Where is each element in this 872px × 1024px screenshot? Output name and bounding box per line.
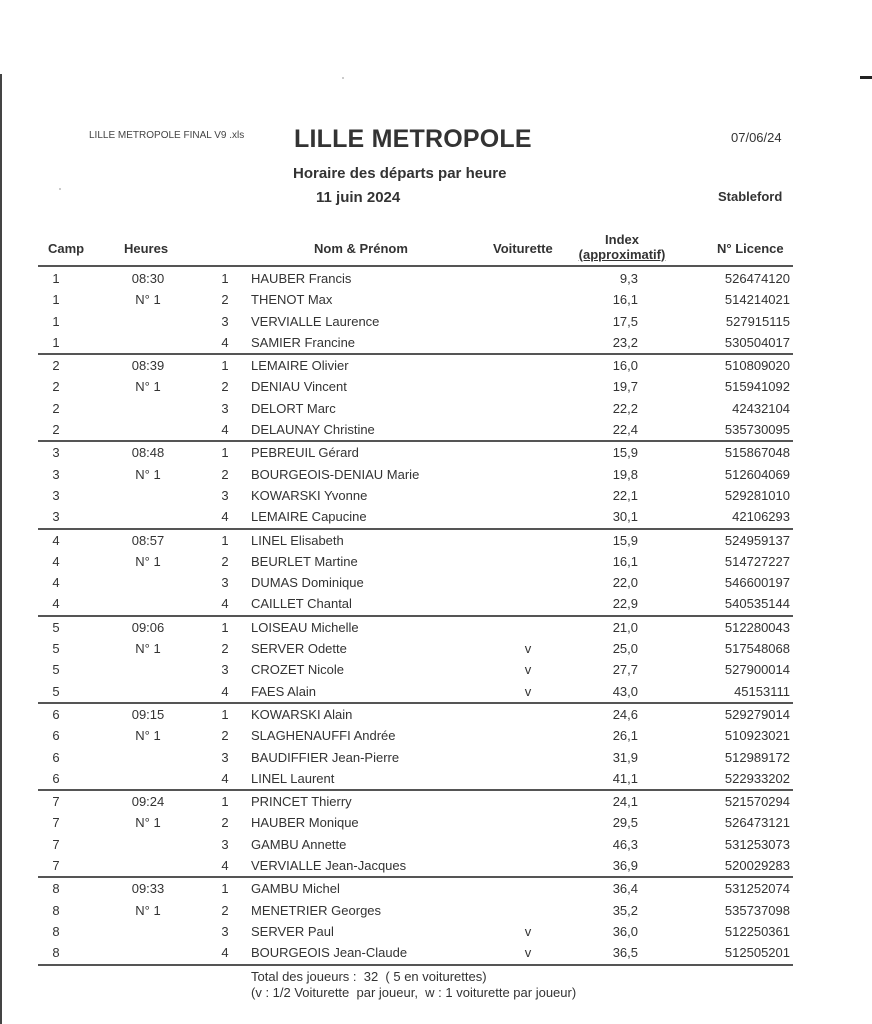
table-row xyxy=(38,812,793,833)
cell-voiturette: v xyxy=(524,923,532,939)
cell-camp: 7 xyxy=(52,794,60,810)
cell-licence: 515941092 xyxy=(724,379,790,395)
cell-position: 4 xyxy=(221,858,229,874)
page-edge-left xyxy=(0,74,2,1024)
cell-licence: 42432104 xyxy=(732,400,790,416)
cell-camp: 1 xyxy=(52,271,60,286)
cell-position: 3 xyxy=(221,923,229,939)
header-camp: Camp xyxy=(48,241,85,256)
cell-licence: 517548068 xyxy=(724,641,790,657)
cell-heure: N° 1 xyxy=(135,815,161,831)
cell-camp: 5 xyxy=(52,641,60,657)
table-row xyxy=(38,311,793,332)
cell-heure: N° 1 xyxy=(135,466,161,482)
table-row xyxy=(38,725,793,746)
tee-group xyxy=(38,442,793,529)
cell-camp: 5 xyxy=(52,662,60,678)
cell-position: 2 xyxy=(221,466,229,482)
cell-index: 24,1 xyxy=(612,794,638,810)
cell-player-name: BOURGEOIS Jean-Claude xyxy=(251,945,408,961)
table-row xyxy=(38,659,793,680)
cell-licence: 526473121 xyxy=(724,815,790,831)
cell-heure: 08:48 xyxy=(131,445,165,461)
tee-group xyxy=(38,878,793,965)
header-licence: N° Licence xyxy=(717,241,784,256)
print-date: 07/06/24 xyxy=(731,130,782,145)
cell-player-name: DENIAU Vincent xyxy=(251,379,347,395)
cell-index: 22,1 xyxy=(612,487,638,503)
cell-index: 31,9 xyxy=(612,749,638,765)
cell-player-name: PRINCET Thierry xyxy=(251,794,352,810)
cart-legend: (v : 1/2 Voiturette par joueur, w : 1 voiturette par joueur) xyxy=(251,985,577,1000)
cell-position: 1 xyxy=(221,706,229,722)
cell-player-name: KOWARSKI Yvonne xyxy=(251,487,368,503)
cell-camp: 8 xyxy=(52,902,60,918)
cell-player-name: HAUBER Francis xyxy=(251,271,352,286)
cell-licence: 524959137 xyxy=(724,532,790,548)
tee-time-table xyxy=(38,268,793,966)
cell-player-name: DELORT Marc xyxy=(251,400,336,416)
cell-voiturette: v xyxy=(524,945,532,961)
table-row xyxy=(38,530,793,551)
table-row xyxy=(38,704,793,725)
table-row xyxy=(38,834,793,855)
cell-player-name: KOWARSKI Alain xyxy=(251,706,353,722)
cell-camp: 7 xyxy=(52,815,60,831)
cell-player-name: VERVIALLE Jean-Jacques xyxy=(251,858,407,874)
cell-player-name: SERVER Paul xyxy=(251,923,334,939)
table-row xyxy=(38,332,793,353)
cell-position: 2 xyxy=(221,379,229,395)
cell-position: 3 xyxy=(221,400,229,416)
cell-heure: 08:39 xyxy=(131,358,165,374)
cell-index: 35,2 xyxy=(612,902,638,918)
cell-camp: 4 xyxy=(52,532,60,548)
cell-licence: 515867048 xyxy=(724,445,790,461)
cell-index: 22,0 xyxy=(612,575,638,591)
cell-heure: N° 1 xyxy=(135,728,161,744)
cell-voiturette: v xyxy=(524,662,532,678)
cell-camp: 7 xyxy=(52,836,60,852)
table-row xyxy=(38,593,793,614)
cell-heure: 09:24 xyxy=(131,794,165,810)
scan-speck xyxy=(59,188,61,190)
cell-heure: 09:06 xyxy=(131,619,165,635)
table-row xyxy=(38,376,793,397)
cell-camp: 2 xyxy=(52,358,60,374)
cell-index: 26,1 xyxy=(612,728,638,744)
cell-index: 36,5 xyxy=(612,945,638,961)
cell-player-name: GAMBU Annette xyxy=(251,836,347,852)
footer-notes xyxy=(251,969,576,1001)
cell-position: 3 xyxy=(221,836,229,852)
cell-licence: 512989172 xyxy=(724,749,790,765)
header-rule xyxy=(38,265,793,267)
cell-camp: 6 xyxy=(52,770,60,786)
tee-group xyxy=(38,268,793,355)
table-row xyxy=(38,506,793,527)
cell-voiturette: v xyxy=(524,683,532,699)
cell-player-name: FAES Alain xyxy=(251,683,317,699)
table-row xyxy=(38,268,793,289)
cell-camp: 3 xyxy=(52,487,60,503)
cell-camp: 1 xyxy=(52,292,60,308)
cell-licence: 540535144 xyxy=(724,596,790,612)
cell-camp: 3 xyxy=(52,445,60,461)
cell-player-name: LINEL Laurent xyxy=(251,770,335,786)
tee-group xyxy=(38,530,793,617)
cell-camp: 6 xyxy=(52,728,60,744)
cell-licence: 42106293 xyxy=(732,509,790,525)
cell-index: 36,0 xyxy=(612,923,638,939)
cell-camp: 2 xyxy=(52,400,60,416)
cell-index: 19,8 xyxy=(612,466,638,482)
cell-camp: 4 xyxy=(52,596,60,612)
header-voiturette: Voiturette xyxy=(493,241,553,256)
page-edge-mark xyxy=(860,76,872,79)
cell-camp: 5 xyxy=(52,619,60,635)
cell-position: 2 xyxy=(221,902,229,918)
cell-index: 15,9 xyxy=(612,445,638,461)
cell-index: 41,1 xyxy=(612,770,638,786)
cell-camp: 4 xyxy=(52,575,60,591)
cell-licence: 531252074 xyxy=(724,881,790,897)
cell-player-name: HAUBER Monique xyxy=(251,815,359,831)
cell-camp: 3 xyxy=(52,466,60,482)
cell-position: 4 xyxy=(221,683,229,699)
total-players: Total des joueurs : 32 ( 5 en voiturettes) xyxy=(251,969,487,984)
table-row xyxy=(38,572,793,593)
header-index xyxy=(572,232,672,262)
cell-player-name: LOISEAU Michelle xyxy=(251,619,359,635)
header-heures: Heures xyxy=(124,241,169,256)
cell-licence: 546600197 xyxy=(724,575,790,591)
cell-camp: 3 xyxy=(52,509,60,525)
cell-player-name: LEMAIRE Olivier xyxy=(251,358,349,374)
table-row xyxy=(38,638,793,659)
cell-player-name: BAUDIFFIER Jean-Pierre xyxy=(251,749,400,765)
cell-licence: 512604069 xyxy=(724,466,790,482)
cell-index: 19,7 xyxy=(612,379,638,395)
cell-player-name: CROZET Nicole xyxy=(251,662,344,678)
cell-index: 30,1 xyxy=(612,509,638,525)
cell-player-name: LEMAIRE Capucine xyxy=(251,509,367,525)
cell-position: 2 xyxy=(221,292,229,308)
table-row xyxy=(38,419,793,440)
cell-position: 3 xyxy=(221,487,229,503)
cell-licence: 510923021 xyxy=(724,728,790,744)
cell-licence: 510809020 xyxy=(724,358,790,374)
table-row xyxy=(38,442,793,463)
cell-licence: 512250361 xyxy=(724,923,790,939)
cell-player-name: GAMBU Michel xyxy=(251,881,340,897)
cell-index: 36,4 xyxy=(612,881,638,897)
cell-camp: 2 xyxy=(52,422,60,438)
cell-position: 2 xyxy=(221,641,229,657)
cell-position: 1 xyxy=(221,532,229,548)
cell-licence: 514727227 xyxy=(724,553,790,569)
scan-speck xyxy=(342,77,344,79)
table-row xyxy=(38,900,793,921)
cell-index: 9,3 xyxy=(619,271,638,286)
cell-position: 3 xyxy=(221,313,229,329)
cell-player-name: SAMIER Francine xyxy=(251,334,356,350)
header-index-label: Index xyxy=(605,232,639,247)
cell-licence: 522933202 xyxy=(724,770,790,786)
tee-group xyxy=(38,617,793,704)
cell-heure: N° 1 xyxy=(135,379,161,395)
cell-camp: 6 xyxy=(52,706,60,722)
cell-camp: 7 xyxy=(52,858,60,874)
table-row xyxy=(38,464,793,485)
cell-position: 1 xyxy=(221,445,229,461)
cell-heure: 08:57 xyxy=(131,532,165,548)
cell-licence: 531253073 xyxy=(724,836,790,852)
cell-player-name: DELAUNAY Christine xyxy=(251,422,375,438)
cell-voiturette: v xyxy=(524,641,532,657)
table-row xyxy=(38,485,793,506)
cell-index: 16,0 xyxy=(612,358,638,374)
table-row xyxy=(38,398,793,419)
cell-index: 17,5 xyxy=(612,313,638,329)
cell-licence: 512280043 xyxy=(724,619,790,635)
cell-licence: 530504017 xyxy=(724,334,790,350)
cell-licence: 529281010 xyxy=(724,487,790,503)
cell-position: 1 xyxy=(221,271,229,286)
cell-position: 2 xyxy=(221,728,229,744)
cell-position: 2 xyxy=(221,553,229,569)
cell-index: 46,3 xyxy=(612,836,638,852)
cell-licence: 529279014 xyxy=(724,706,790,722)
cell-index: 36,9 xyxy=(612,858,638,874)
cell-position: 4 xyxy=(221,596,229,612)
cell-player-name: SERVER Odette xyxy=(251,641,347,657)
cell-heure: 09:15 xyxy=(131,706,165,722)
cell-position: 1 xyxy=(221,358,229,374)
cell-position: 3 xyxy=(221,575,229,591)
table-row xyxy=(38,289,793,310)
table-row xyxy=(38,878,793,899)
cell-index: 22,4 xyxy=(612,422,638,438)
header-index-sublabel: (approximatif) xyxy=(578,247,666,262)
cell-camp: 2 xyxy=(52,379,60,395)
table-row xyxy=(38,921,793,942)
cell-heure: N° 1 xyxy=(135,641,161,657)
cell-index: 16,1 xyxy=(612,553,638,569)
cell-licence: 526474120 xyxy=(724,271,790,286)
table-row xyxy=(38,747,793,768)
cell-player-name: BEURLET Martine xyxy=(251,553,358,569)
cell-licence: 514214021 xyxy=(724,292,790,308)
cell-position: 4 xyxy=(221,770,229,786)
cell-position: 4 xyxy=(221,422,229,438)
cell-position: 1 xyxy=(221,619,229,635)
cell-licence: 520029283 xyxy=(724,858,790,874)
cell-camp: 8 xyxy=(52,945,60,961)
table-row xyxy=(38,855,793,876)
cell-index: 23,2 xyxy=(612,334,638,350)
cell-index: 24,6 xyxy=(612,706,638,722)
document-subtitle: Horaire des départs par heure xyxy=(293,165,507,182)
cell-player-name: LINEL Elisabeth xyxy=(251,532,344,548)
cell-position: 3 xyxy=(221,749,229,765)
header-nom-prenom: Nom & Prénom xyxy=(314,241,408,256)
cell-index: 22,2 xyxy=(612,400,638,416)
cell-position: 4 xyxy=(221,509,229,525)
table-row xyxy=(38,768,793,789)
cell-player-name: CAILLET Chantal xyxy=(251,596,352,612)
event-date: 11 juin 2024 xyxy=(316,189,401,206)
cell-index: 27,7 xyxy=(612,662,638,678)
cell-camp: 4 xyxy=(52,553,60,569)
cell-player-name: MENETRIER Georges xyxy=(251,902,382,918)
cell-index: 43,0 xyxy=(612,683,638,699)
cell-position: 3 xyxy=(221,662,229,678)
cell-position: 1 xyxy=(221,881,229,897)
cell-camp: 8 xyxy=(52,881,60,897)
table-row xyxy=(38,791,793,812)
cell-camp: 8 xyxy=(52,923,60,939)
cell-heure: 08:30 xyxy=(131,271,165,286)
cell-player-name: VERVIALLE Laurence xyxy=(251,313,380,329)
document-title: LILLE METROPOLE xyxy=(294,125,532,153)
tee-group xyxy=(38,791,793,878)
cell-position: 1 xyxy=(221,794,229,810)
cell-camp: 1 xyxy=(52,334,60,350)
cell-position: 2 xyxy=(221,815,229,831)
cell-heure: N° 1 xyxy=(135,902,161,918)
cell-index: 15,9 xyxy=(612,532,638,548)
cell-position: 4 xyxy=(221,334,229,350)
table-row xyxy=(38,942,793,963)
cell-index: 22,9 xyxy=(612,596,638,612)
cell-index: 29,5 xyxy=(612,815,638,831)
cell-heure: N° 1 xyxy=(135,553,161,569)
tee-group xyxy=(38,355,793,442)
cell-player-name: DUMAS Dominique xyxy=(251,575,364,591)
cell-licence: 535737098 xyxy=(724,902,790,918)
game-format: Stableford xyxy=(718,189,783,204)
cell-licence: 527900014 xyxy=(724,662,790,678)
cell-licence: 527915115 xyxy=(725,313,790,329)
cell-licence: 512505201 xyxy=(724,945,790,961)
cell-index: 16,1 xyxy=(612,292,638,308)
cell-camp: 1 xyxy=(52,313,60,329)
cell-player-name: SLAGHENAUFFI Andrée xyxy=(251,728,396,744)
cell-position: 4 xyxy=(221,945,229,961)
cell-camp: 6 xyxy=(52,749,60,765)
table-row xyxy=(38,551,793,572)
cell-licence: 521570294 xyxy=(724,794,790,810)
cell-index: 25,0 xyxy=(612,641,638,657)
tee-group xyxy=(38,704,793,791)
table-row xyxy=(38,617,793,638)
source-filename: LILLE METROPOLE FINAL V9 .xls xyxy=(89,130,245,141)
cell-player-name: PEBREUIL Gérard xyxy=(251,445,359,461)
cell-heure: N° 1 xyxy=(135,292,161,308)
cell-licence: 45153111 xyxy=(734,683,790,699)
table-row xyxy=(38,681,793,702)
cell-index: 21,0 xyxy=(612,619,638,635)
cell-player-name: BOURGEOIS-DENIAU Marie xyxy=(251,466,420,482)
cell-player-name: THENOT Max xyxy=(251,292,333,308)
table-row xyxy=(38,355,793,376)
cell-camp: 5 xyxy=(52,683,60,699)
cell-heure: 09:33 xyxy=(131,881,165,897)
cell-licence: 535730095 xyxy=(724,422,790,438)
